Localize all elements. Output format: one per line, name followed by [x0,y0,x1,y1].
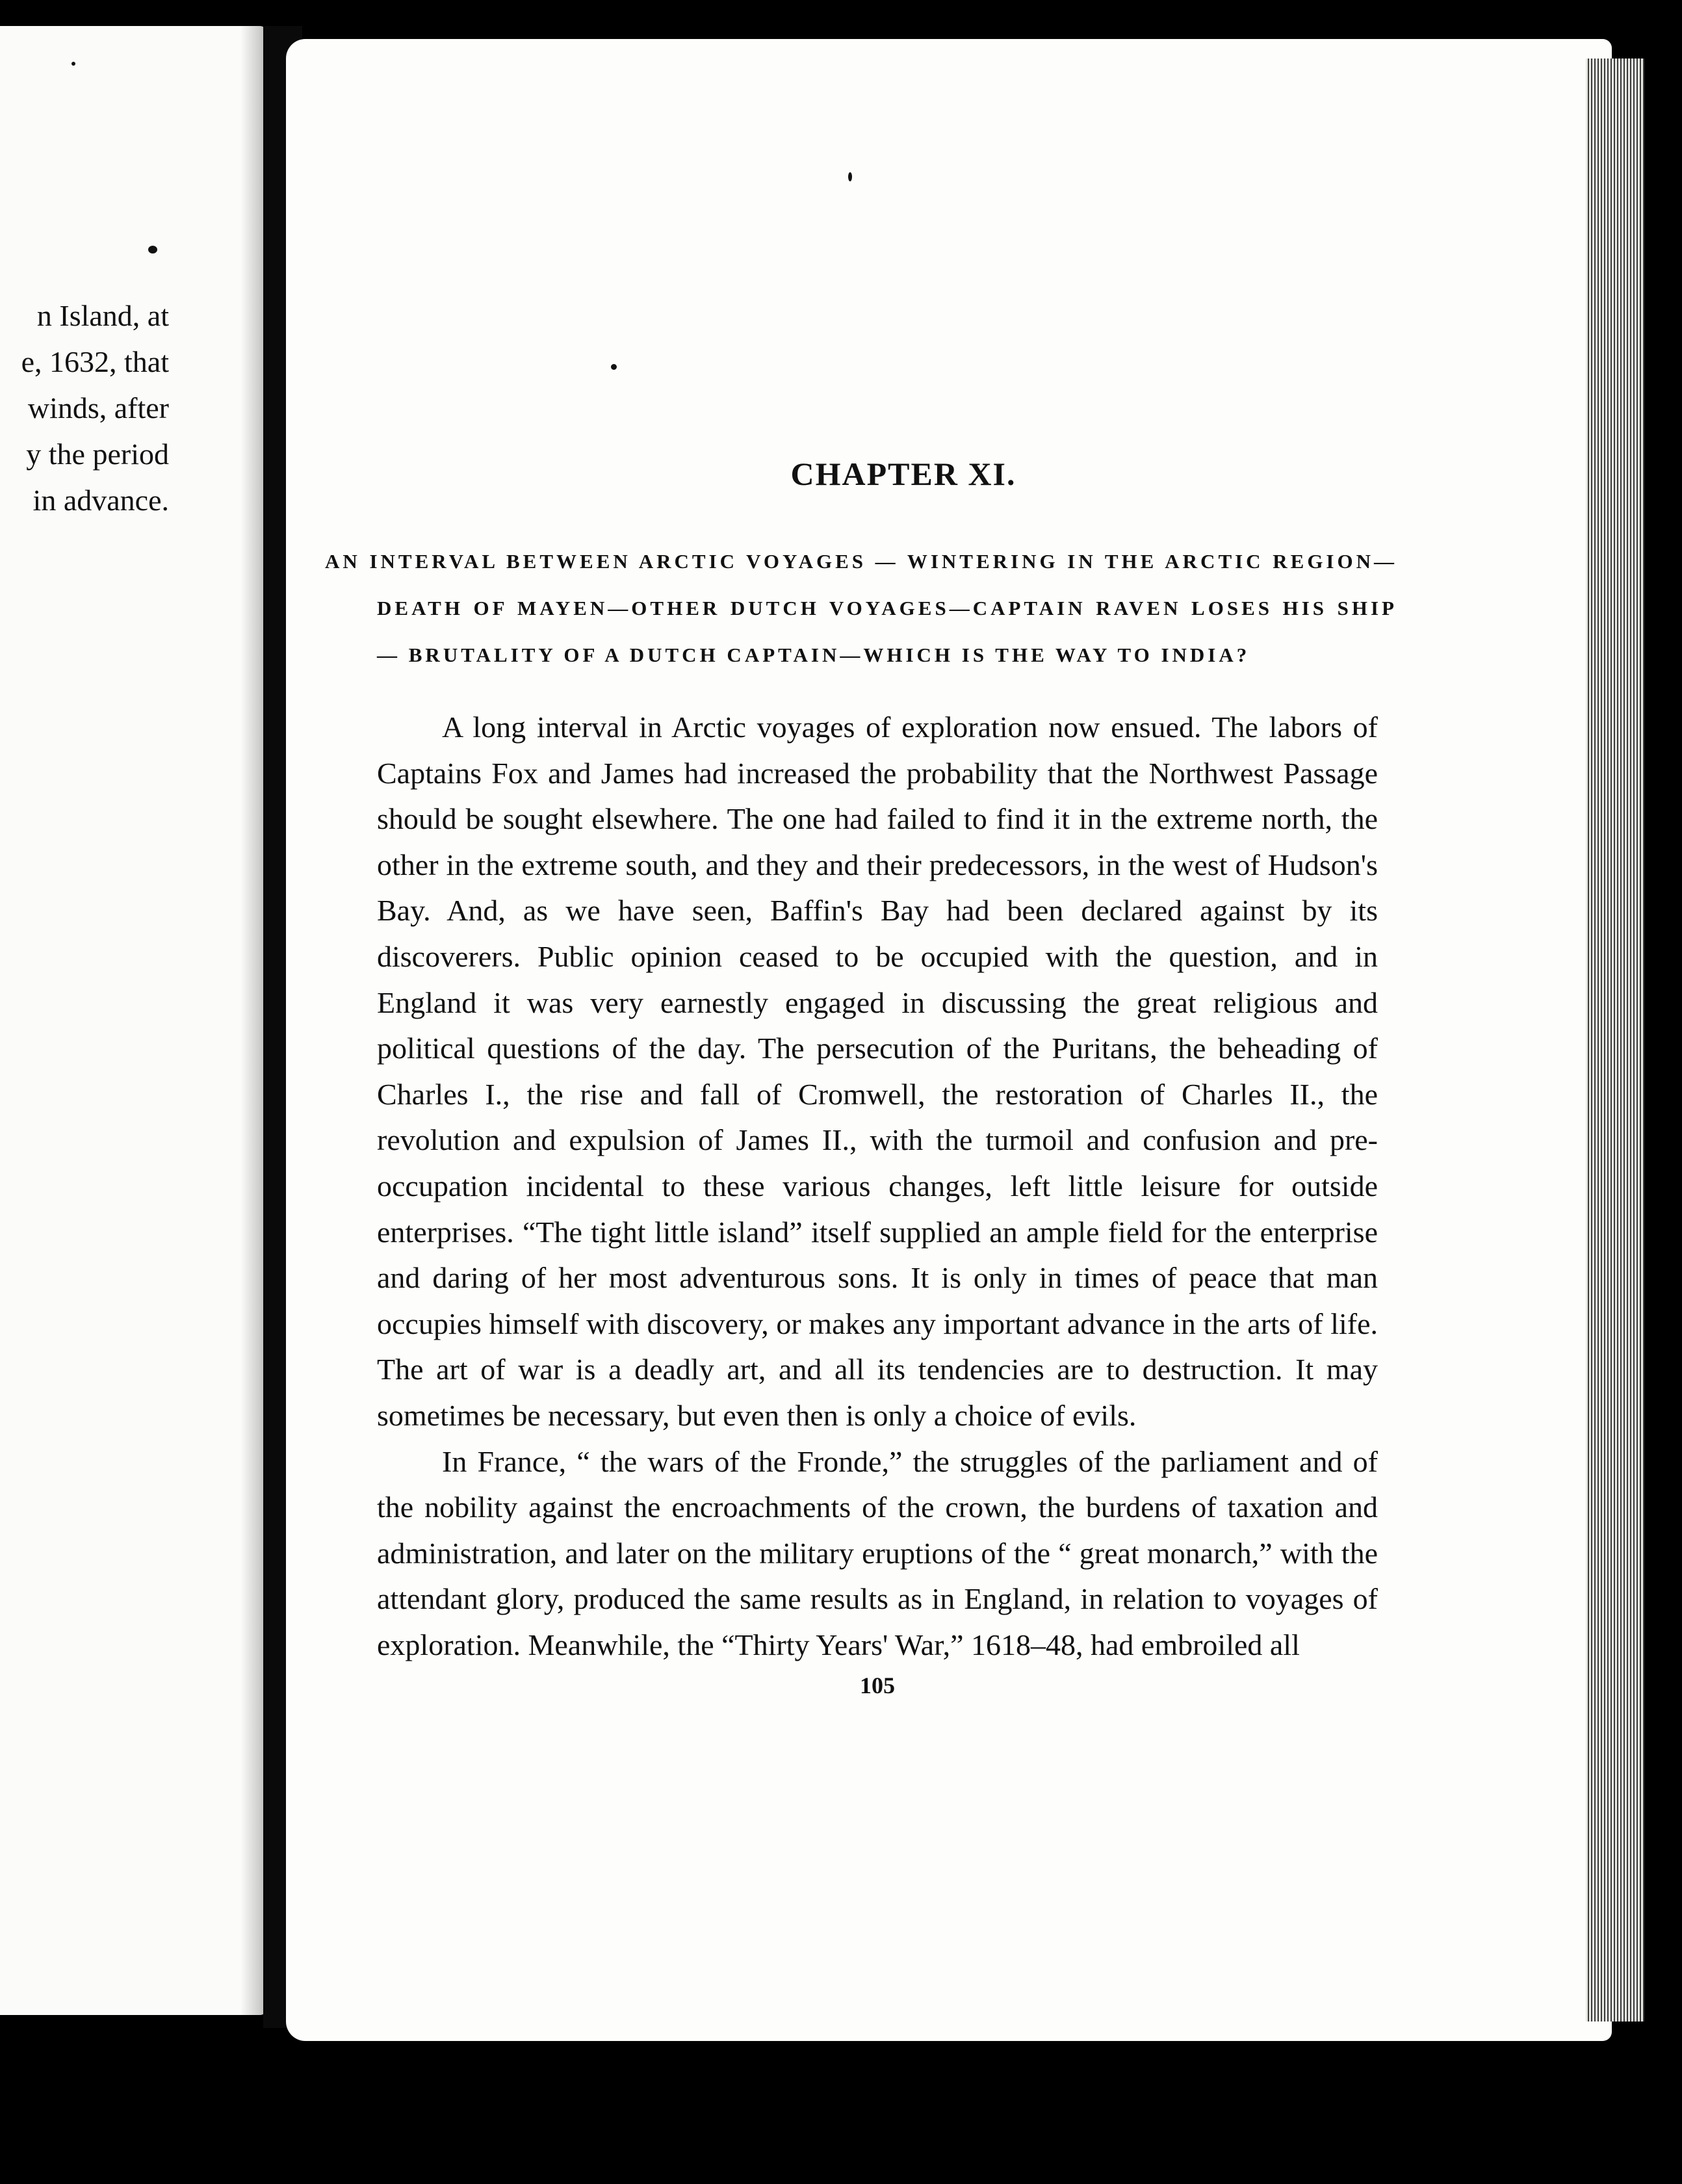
chapter-title: CHAPTER XI. [790,456,1016,492]
left-line: y the period [26,437,169,471]
left-line: n Island, at [36,299,169,332]
scan-speck [611,364,617,370]
scan-speck [71,62,75,66]
left-line: in advance. [32,484,169,517]
paragraph: In France, “ the wars of the Fronde,” the struggles of the parliament and of the nobility against the encroachments of the crown, the burdens of taxation and administration, and later on the military eruptions of the “ great monarch,” with the attendant glory, produced the same results as in England, in relation to voyages of exploration. Meanwhile, the “Thirty Years' War,” 1618–48, had embroiled all [377,1444,1378,1661]
body-text [377,705,1378,1668]
left-page [0,26,266,2015]
page-number: 105 [860,1672,895,1699]
paragraph: A long interval in Arctic voyages of exploration now ensued. The labors of Captains Fox and James had increased the probability that the Northwest Passage should be sought elsewhere. The one had failed to find it in the extreme north, the other in the extreme south, and they and their predecessors, in the west of Hudson's Bay. And, as we have seen, Baffin's Bay had been declared against by its discoverers. Public opinion ceased to be occupied with the question, and in England it was very earnestly engaged in discussing the great religious and political questions of the day. The persecution of the Puritans, the beheading of Charles I., the rise and fall of Cromwell, the restoration of Charles II., the revolution and expulsion of James II., with the turmoil and confusion and pre-occupation incidental to these various changes, left little leisure for outside enterprises. “The tight little island” itself supplied an ample field for the enterprise and daring of her most adventurous sons. It is only in times of peace that man occupies himself with discovery, or makes any important advance in the arts of life. The art of war is a deadly art, and all its tendencies are to destruction. It may sometimes be necessary, but even then is only a choice of evils. [377,710,1378,1432]
chapter-summary: AN INTERVAL BETWEEN ARCTIC VOYAGES — WINTERING IN THE ARCTIC REGION—DEATH OF MAYEN—OTHER DUTCH VOYAGES—CAPTAIN RAVEN LOSES HIS SHIP — BRUTALITY OF A DUTCH CAPTAIN—WHICH IS THE WAY TO INDIA? [325,550,1397,666]
gutter-shadow [240,26,266,2015]
page-content [325,455,1397,1699]
left-line: e, 1632, that [21,345,169,378]
page-edges [1586,58,1644,2022]
scan-speck [148,246,157,254]
left-line: winds, after [27,391,169,424]
left-page-text [21,292,169,523]
scan-speck [848,172,852,181]
